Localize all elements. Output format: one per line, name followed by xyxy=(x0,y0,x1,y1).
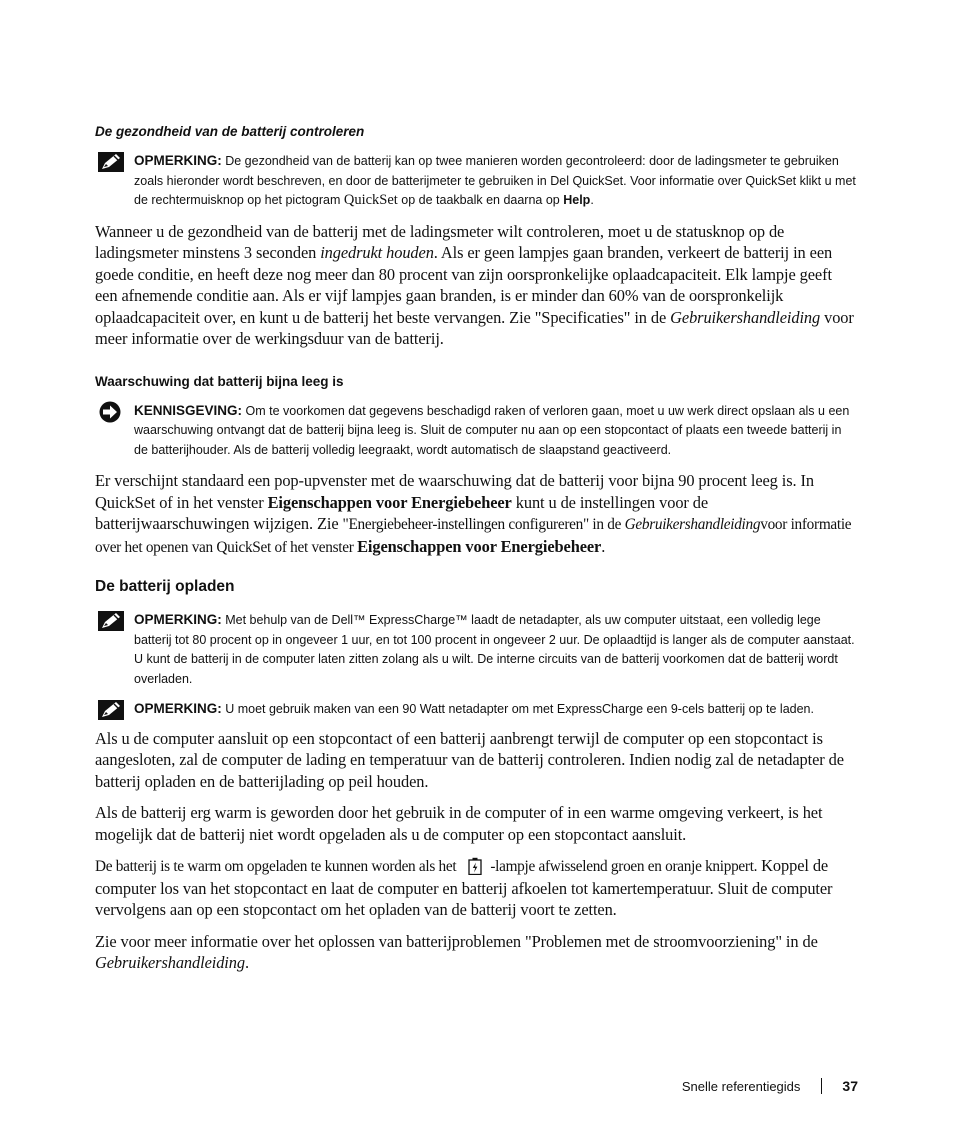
paragraph-too-warm: De batterij is te warm om opgeladen te kunnen worden als het -lampje afwisselend groen en oranje knippert. Koppel de computer los van het stopcontact en laat de computer en batterij afkoelen tot kamertemperatuur. Sluit de computer vervolgens aan op een stopcontact om het opladen van de batterij voort te zetten. xyxy=(95,856,833,919)
pencil-note-icon xyxy=(98,611,124,631)
heading-battery-health: De gezondheid van de batterij controleren xyxy=(95,124,365,139)
pencil-note-icon xyxy=(98,152,124,172)
notice-low-battery: KENNISGEVING: Om te voorkomen dat gegevens beschadigd raken of verloren gaan, moet u uw werk direct opslaan als u een waarschuwing ontvangt dat de batterij bijna leeg is. Sluit de computer nu aan op een stopcontact of plaats een tweede batterij in de batterijhouder. Als de batterij volledig leegraakt, wordt automatisch de slaapstand geactiveerd. xyxy=(95,401,857,461)
note-health: OPMERKING: De gezondheid van de batterij kan op twee manieren worden gecontroleerd: door de ladingsmeter te gebruiken zoals hieronder wordt beschreven, en door de batterijmeter te gebruiken in Del QuickSet. Voor informatie over QuickSet klikt u met de rechtermuisknop op het pictogram QuickSet op de taakbalk en daarna op Help. xyxy=(95,151,857,211)
note-label: OPMERKING: xyxy=(134,701,222,716)
pencil-note-icon xyxy=(98,700,124,720)
footer-title: Snelle referentiegids xyxy=(681,1078,801,1094)
note-label: OPMERKING: xyxy=(134,612,222,627)
page-number: 37 xyxy=(842,1078,858,1094)
footer-divider xyxy=(821,1078,822,1094)
heading-charging: De batterij opladen xyxy=(95,578,235,595)
paragraph-connect: Als u de computer aansluit op een stopcontact of een batterij aanbrengt terwijl de computer op een stopcontact is aangesloten, zal de computer de lading en temperatuur van de batterij controleren. Indien nodig zal de netadapter de batterij opladen en de batterijlading op peil houden. xyxy=(95,728,844,791)
paragraph-charge-meter: Wanneer u de gezondheid van de batterij met de ladingsmeter wilt controleren, moet u de statusknop op de ladingsmeter minstens 3 seconden ingedrukt houden. Als er geen lampjes gaan branden, verkeert de batterij in een goede conditie, en heeft deze nog meer dan 80 procent van zijn oorspronkelijke oplaadcapaciteit. Elk lampje geeft een afnemende conditie aan. Als er vijf lampjes gaan branden, is er minder dan 60% van de oorspronkelijk oplaadcapaciteit over, en kunt u de batterij het beste vervangen. Zie "Specificaties" in de Gebruikershandleiding voor meer informatie over de werkingsduur van de batterij. xyxy=(95,221,854,348)
note-expresscharge: OPMERKING: Met behulp van de Dell™ ExpressCharge™ laadt de netadapter, als uw computer uitstaat, een volledig lege batterij tot 80 procent op in ongeveer 1 uur, en tot 100 procent in ongeveer 2 uur. De oplaadtijd is langer als de computer aanstaat. U kunt de batterij in de computer laten zitten zolang als u wilt. De interne circuits van de batterij voorkomen dat de batterij wordt overladen. xyxy=(95,610,857,689)
note-label: OPMERKING: xyxy=(134,153,222,168)
page-content xyxy=(95,120,857,984)
heading-low-battery: Waarschuwing dat batterij bijna leeg is xyxy=(95,373,344,389)
note-90watt: OPMERKING: U moet gebruik maken van een 90 Watt netadapter om met ExpressCharge een 9-cels batterij op te laden. xyxy=(95,699,857,720)
notice-label: KENNISGEVING: xyxy=(134,402,243,418)
paragraph-popup-warning: Er verschijnt standaard een pop-upvenster met de waarschuwing dat de batterij voor bijna 90 procent leeg is. In QuickSet of in het venster Eigenschappen voor Energiebeheer kunt u de instellingen voor de batterijwaarschuwingen wijzigen. Zie "Energiebeheer-instellingen configureren" in de Gebruikershandleidingvoor informatie over het openen van QuickSet of het venster Eigenschappen voor Energiebeheer. xyxy=(95,471,852,556)
page-footer xyxy=(682,1078,858,1094)
arrow-circle-icon xyxy=(98,401,124,423)
paragraph-troubleshoot: Zie voor meer informatie over het oplossen van batterijproblemen "Problemen met de stroomvoorziening" in de Gebruikershandleiding. xyxy=(95,931,818,972)
battery-charge-icon xyxy=(468,857,482,875)
paragraph-warm: Als de batterij erg warm is geworden door het gebruik in de computer of in een warme omgeving verkeert, is het mogelijk dat de batterij niet wordt opgeladen als u de computer op een stopcontact aansluit. xyxy=(95,803,823,844)
